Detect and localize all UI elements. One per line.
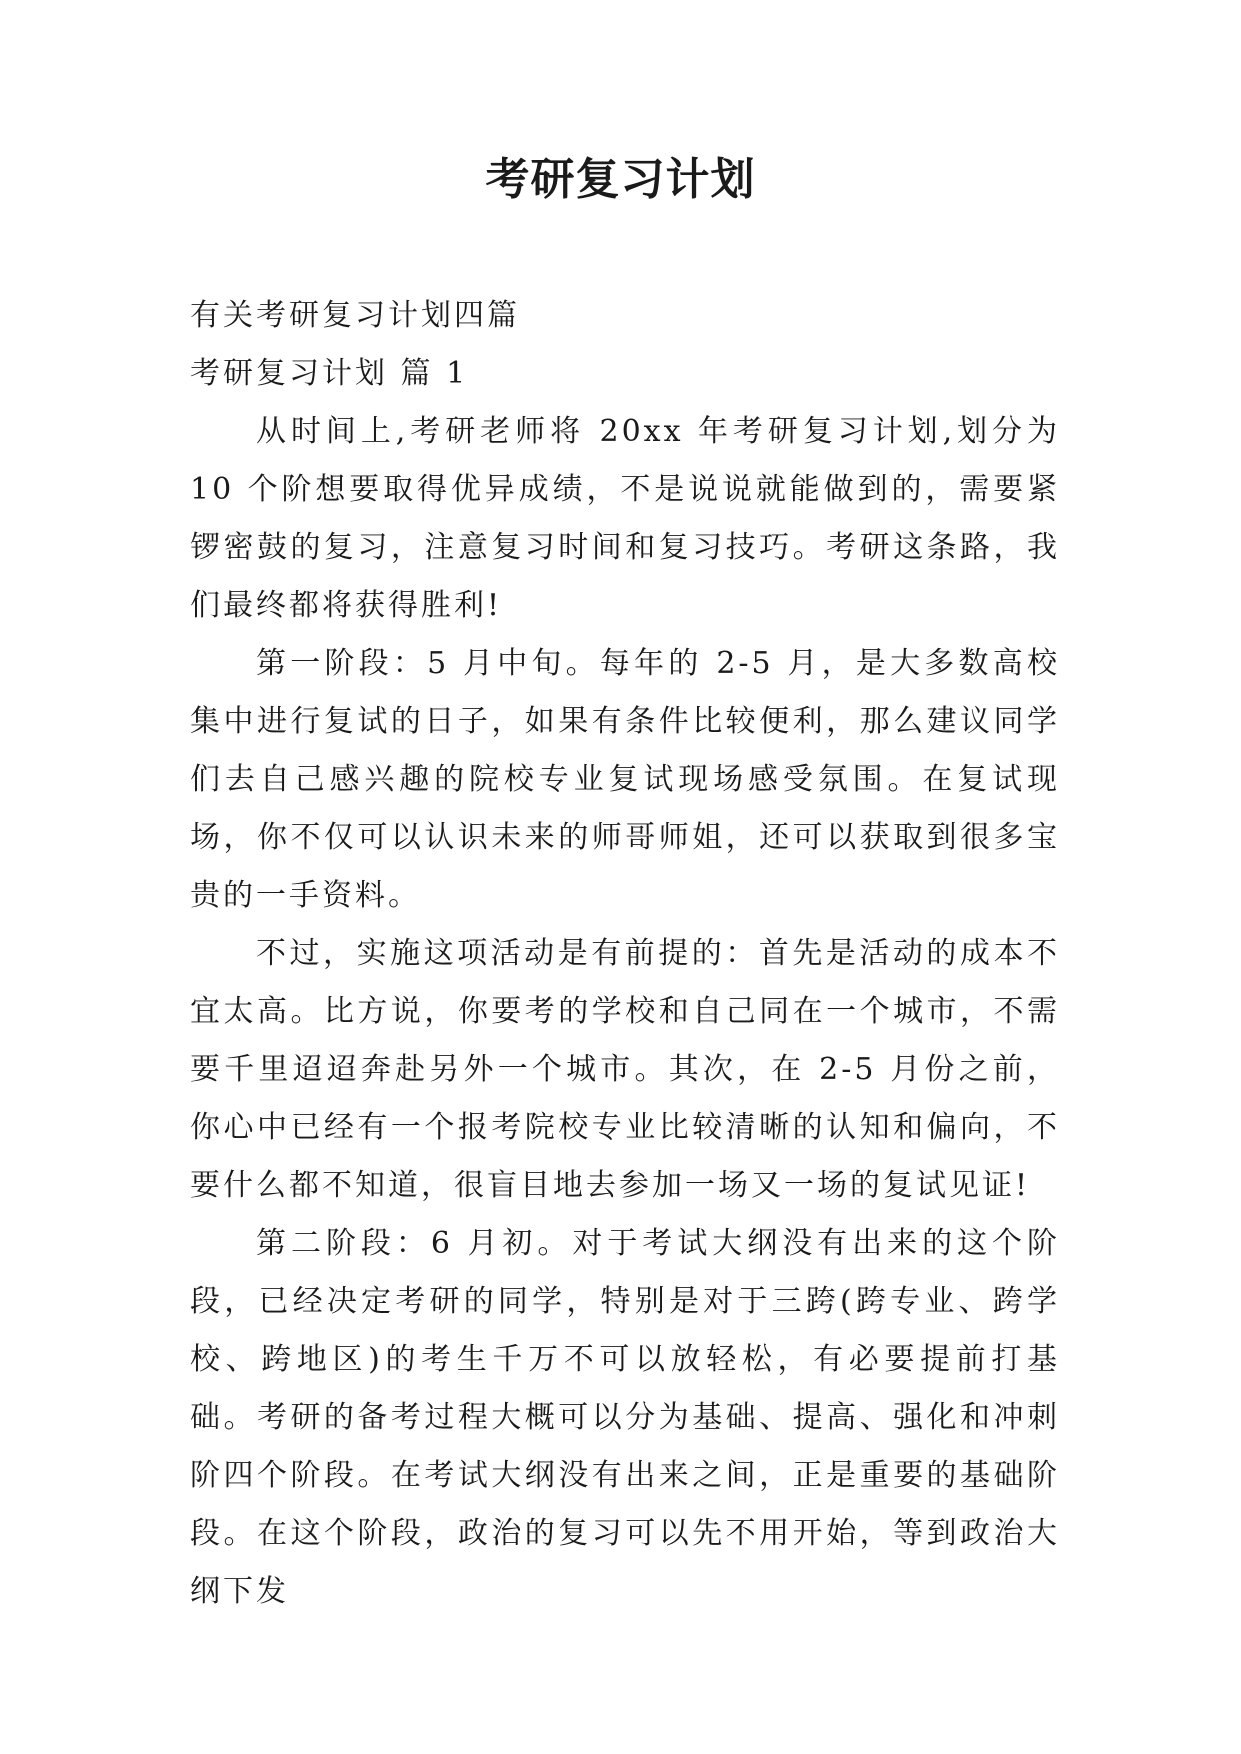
- document-title: 考研复习计划: [485, 154, 756, 205]
- section-heading: 考研复习计划 篇 1: [190, 356, 469, 391]
- document-subtitle: 有关考研复习计划四篇: [190, 298, 520, 333]
- paragraph: 从时间上,考研老师将 20xx 年考研复习计划,划分为 10 个阶想要取得优异成绩，不是说说就能做到的，需要紧锣密鼓的复习，注意复习时间和复习技巧。考研这条路，我们最终都将获得胜利!: [190, 414, 1060, 623]
- paragraph: 不过，实施这项活动是有前提的：首先是活动的成本不宜太高。比方说，你要考的学校和自己同在一个城市，不需要千里迢迢奔赴另外一个城市。其次，在 2-5 月份之前，你心中已经有一个报考院校专业比较清晰的认知和偏向，不要什么都不知道，很盲目地去参加一场又一场的复试见证!: [190, 936, 1060, 1203]
- paragraph: 第二阶段：6 月初。对于考试大纲没有出来的这个阶段，已经决定考研的同学，特别是对于三跨(跨专业、跨学校、跨地区)的考生千万不可以放轻松，有必要提前打基础。考研的备考过程大概可以分为基础、提高、强化和冲刺阶四个阶段。在考试大纲没有出来之间，正是重要的基础阶段。在这个阶段，政治的复习可以先不用开始，等到政治大纲下发: [190, 1226, 1060, 1609]
- document-body: [190, 287, 1060, 1621]
- paragraph: 第一阶段：5 月中旬。每年的 2-5 月，是大多数高校集中进行复试的日子，如果有条件比较便利，那么建议同学们去自己感兴趣的院校专业复试现场感受氛围。在复试现场，你不仅可以认识未来的师哥师姐，还可以获取到很多宝贵的一手资料。: [190, 646, 1060, 913]
